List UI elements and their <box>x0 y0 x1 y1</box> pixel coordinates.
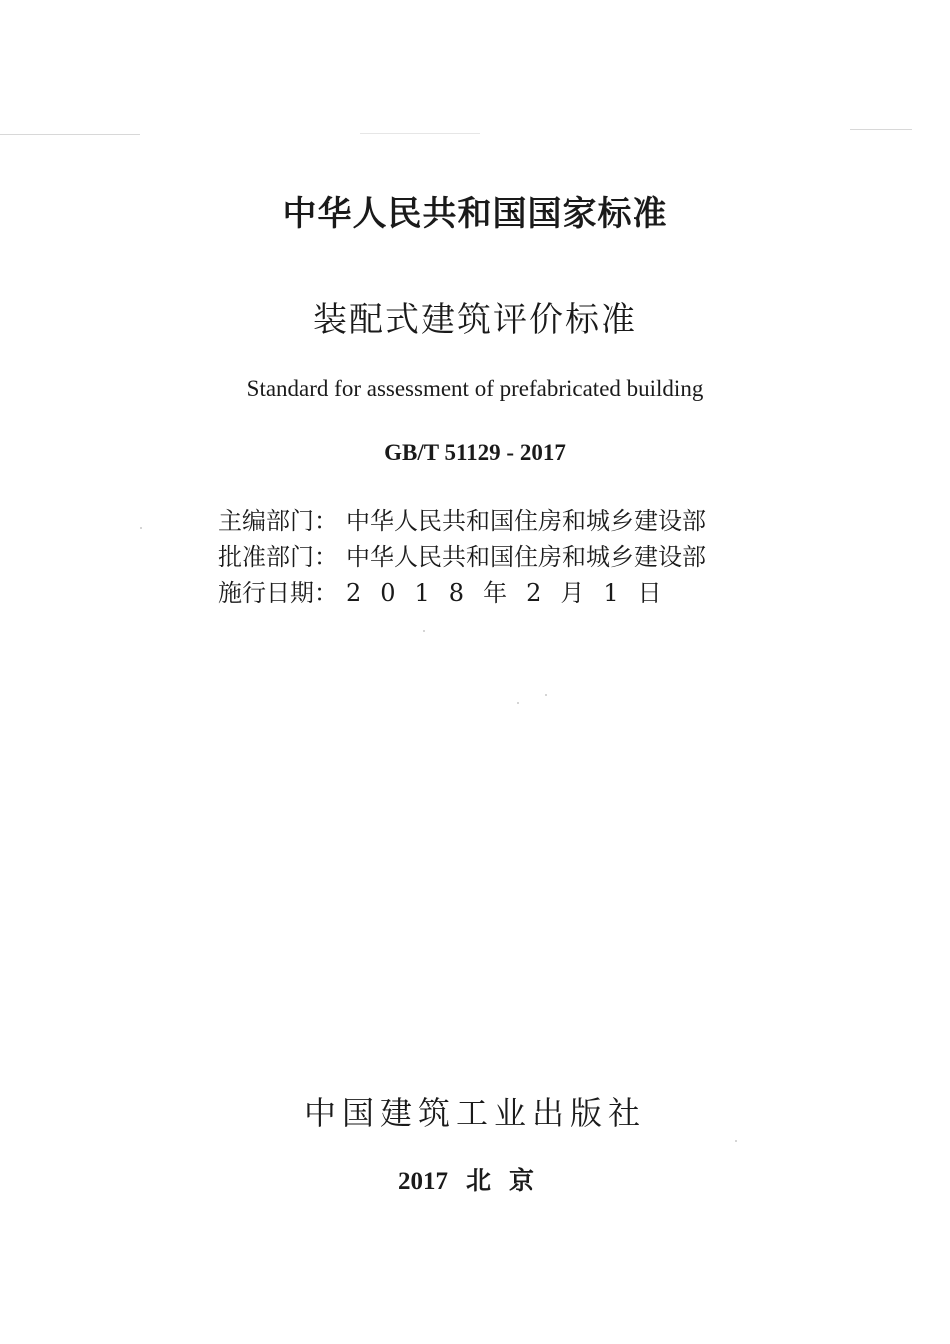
standard-title-en: Standard for assessment of prefabricated building <box>246 376 704 401</box>
standard-title-cn: 装配式建筑评价标准 <box>313 300 637 340</box>
scan-speck <box>735 1140 737 1142</box>
scan-speck <box>140 527 142 529</box>
scan-artifact-line <box>360 133 480 134</box>
chief-editor-row <box>218 503 758 539</box>
scan-artifact-line <box>850 129 912 130</box>
chief-editor-label: 主编部门： <box>218 507 338 535</box>
scan-artifact-line <box>0 134 140 135</box>
publication-city: 北京 <box>465 1168 552 1195</box>
scan-speck <box>423 630 425 632</box>
publication-year: 2017 <box>397 1168 448 1195</box>
approval-row <box>218 539 758 575</box>
effective-date-value: 2018年2月1日 <box>346 579 681 607</box>
approval-value: 中华人民共和国住房和城乡建设部 <box>346 543 706 571</box>
standard-info-block <box>218 503 758 611</box>
effective-date-label: 施行日期： <box>218 579 338 607</box>
national-standard-heading: 中华人民共和国国家标准 <box>282 194 668 234</box>
publication-place-line <box>0 1166 950 1198</box>
scan-speck <box>517 702 519 704</box>
effective-date-row <box>218 575 758 611</box>
publisher-name: 中国建筑工业出版社 <box>303 1094 646 1132</box>
chief-editor-value: 中华人民共和国住房和城乡建设部 <box>346 507 706 535</box>
approval-label: 批准部门： <box>218 543 338 571</box>
standard-code: GB/T 51129 - 2017 <box>384 440 566 465</box>
scan-speck <box>545 694 547 696</box>
